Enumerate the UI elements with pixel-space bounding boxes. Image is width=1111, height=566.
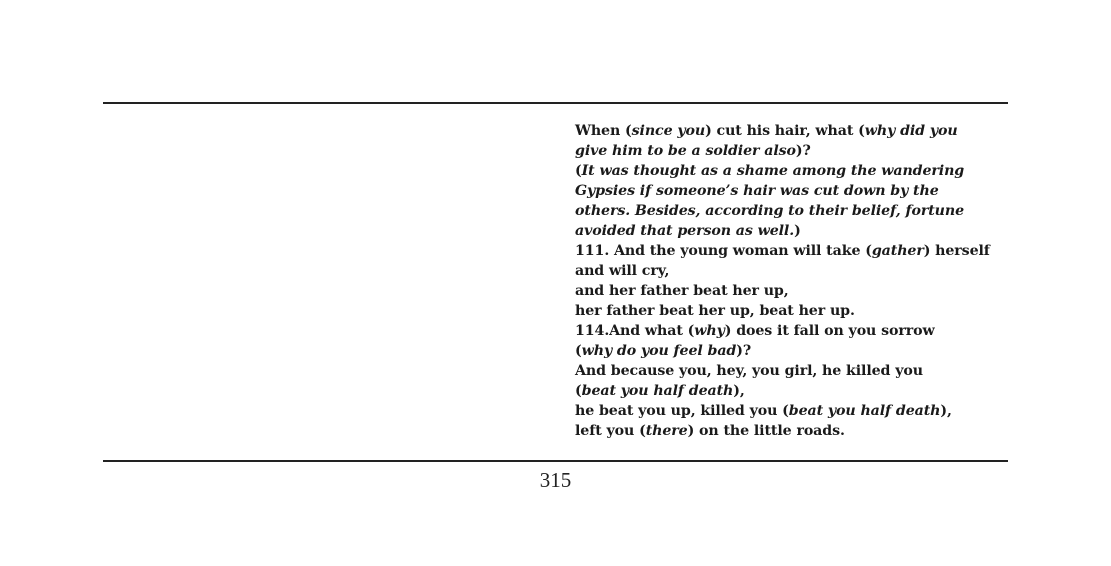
text-segment: 111. And the young woman will take ( (575, 243, 872, 259)
page-number: 315 (539, 468, 572, 492)
text-line (575, 181, 1005, 201)
italic-gloss-segment: gather (871, 243, 924, 259)
text-segment: ) does it fall on you sorrow (724, 323, 935, 339)
bottom-horizontal-rule (103, 460, 1008, 462)
top-horizontal-rule (103, 102, 1008, 104)
text-line (575, 241, 1005, 261)
text-line (575, 321, 1005, 341)
italic-gloss-segment: avoided that person as well. (575, 223, 795, 239)
italic-gloss-segment: beat you half death (581, 383, 734, 399)
text-segment: )? (795, 143, 811, 159)
text-segment: and her father beat her up, (575, 283, 789, 299)
text-line (575, 261, 1005, 281)
text-segment: And because you, hey, you girl, he killed you (575, 363, 923, 379)
text-line (575, 201, 1005, 221)
text-line (575, 341, 1005, 361)
text-segment: left you ( (575, 423, 646, 439)
text-segment: 114.And what ( (575, 323, 695, 339)
text-segment: ) cut his hair, what ( (705, 123, 865, 139)
text-segment: ), (733, 383, 745, 399)
italic-gloss-segment: why do you feel bad (581, 343, 737, 359)
text-segment: her father beat her up, beat her up. (575, 303, 855, 319)
text-segment: ( (575, 163, 582, 179)
text-line (575, 401, 1005, 421)
text-line (575, 361, 1005, 381)
text-segment: ) on the little roads. (687, 423, 845, 439)
text-line (575, 141, 1005, 161)
italic-gloss-segment: give him to be a soldier also (575, 143, 796, 159)
text-segment: ( (575, 383, 582, 399)
italic-gloss-segment: there (645, 423, 688, 439)
italic-gloss-segment: Gypsies if someone’s hair was cut down by the (575, 183, 939, 199)
italic-gloss-segment: since you (631, 123, 706, 139)
text-segment: ), (940, 403, 952, 419)
text-segment: ) (794, 223, 801, 239)
text-line (575, 161, 1005, 181)
transcription-text-block (575, 121, 1005, 441)
italic-gloss-segment: why did you (864, 123, 958, 139)
italic-gloss-segment: It was thought as a shame among the wandering (581, 163, 965, 179)
text-line (575, 421, 1005, 441)
text-line (575, 301, 1005, 321)
text-line (575, 121, 1005, 141)
text-line (575, 381, 1005, 401)
italic-gloss-segment: beat you half death (788, 403, 941, 419)
text-segment: ) herself (923, 243, 990, 259)
text-line (575, 281, 1005, 301)
text-line (575, 221, 1005, 241)
text-segment: ( (575, 343, 582, 359)
text-segment: he beat you up, killed you ( (575, 403, 789, 419)
italic-gloss-segment: others. Besides, according to their belief, fortune (575, 203, 965, 219)
italic-gloss-segment: why (694, 323, 725, 339)
text-segment: When ( (575, 123, 632, 139)
text-segment: )? (736, 343, 752, 359)
text-segment: and will cry, (575, 263, 670, 279)
